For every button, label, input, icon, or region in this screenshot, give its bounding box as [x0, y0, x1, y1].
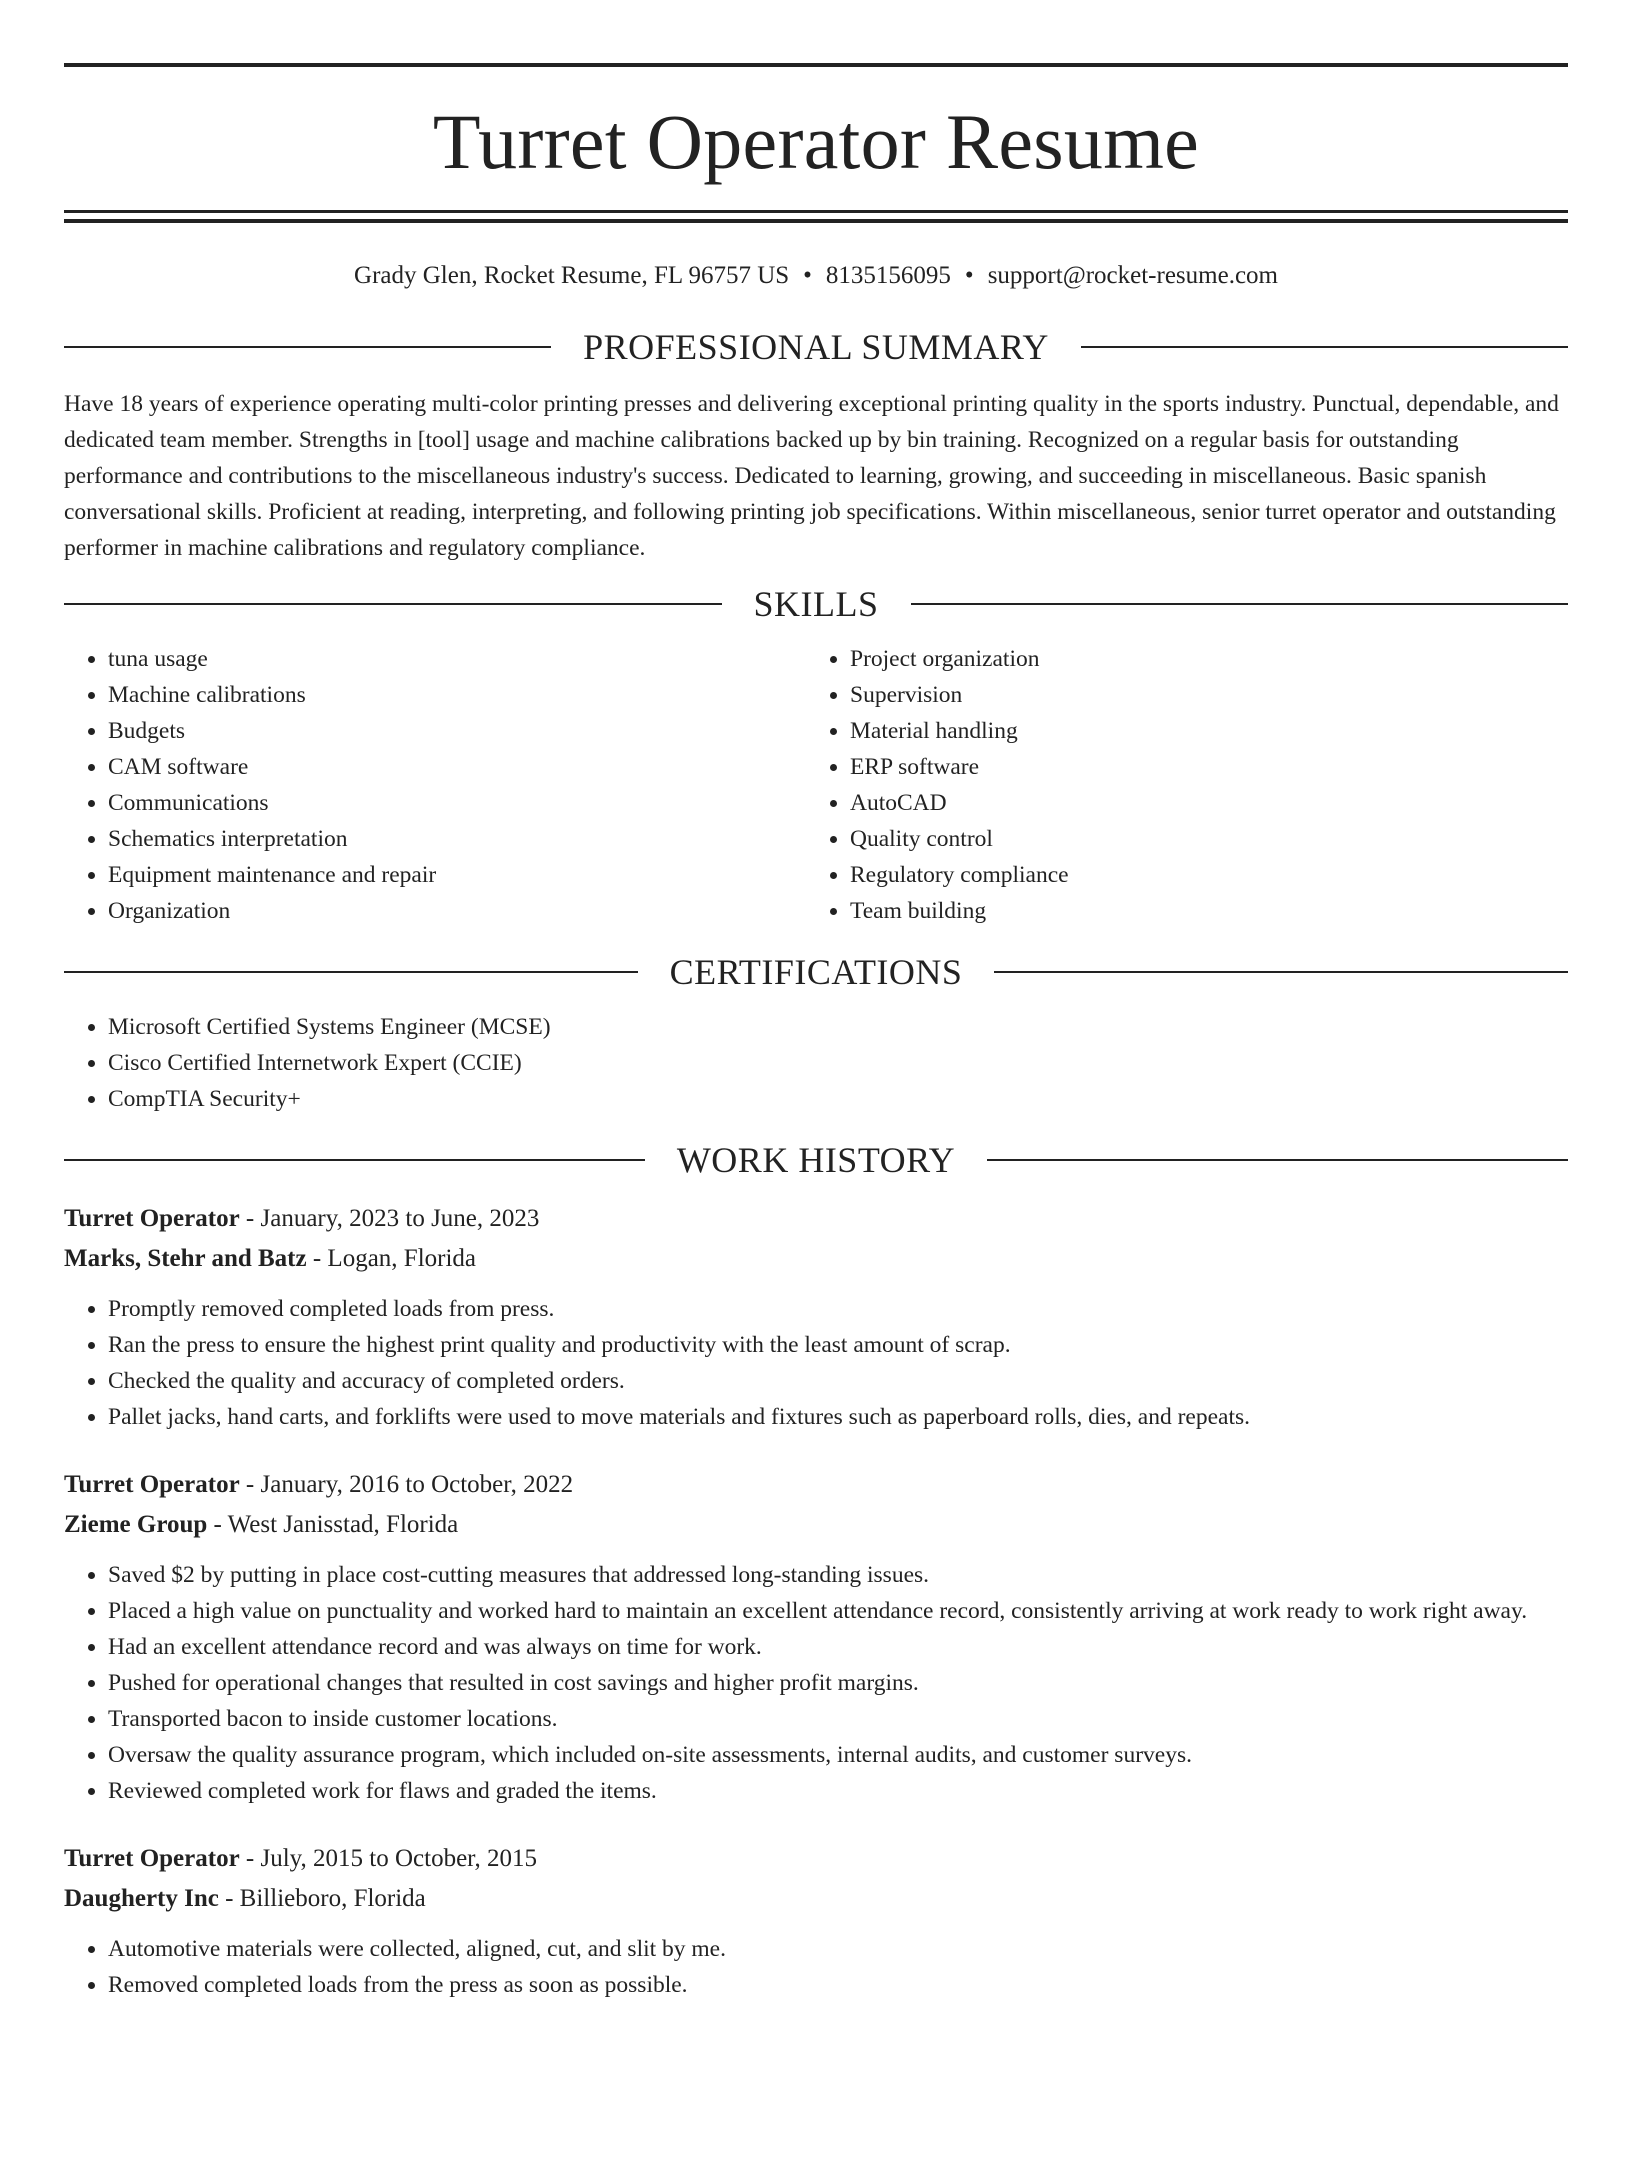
job-dates: - July, 2015 to October, 2015: [239, 1845, 538, 1872]
job-bullets: [64, 1931, 1568, 2003]
section-title: SKILLS: [753, 584, 879, 624]
heading-rule-right: [1081, 346, 1568, 348]
skill-item: • Regulatory compliance: [850, 857, 1548, 893]
job-company-line: [64, 1505, 1568, 1545]
heading-rule-left: [64, 971, 638, 973]
certification-item: • Cisco Certified Internetwork Expert (CCIE): [108, 1045, 1568, 1081]
job-bullet: • Promptly removed completed loads from press.: [108, 1291, 1568, 1327]
job-title-line: [64, 1839, 1568, 1879]
certifications-list: [64, 1009, 1568, 1117]
skill-item: • CAM software: [108, 749, 806, 785]
contact-line: [64, 259, 1568, 293]
contact-email[interactable]: support@rocket-resume.com: [987, 262, 1278, 289]
skill-item: • Organization: [108, 893, 806, 929]
job-company: Daugherty Inc: [64, 1885, 219, 1912]
job-bullet: • Ran the press to ensure the highest print quality and productivity with the least amount of scrap.: [108, 1327, 1568, 1363]
job-title: Turret Operator: [64, 1471, 240, 1498]
job-bullet: • Automotive materials were collected, aligned, cut, and slit by me.: [108, 1931, 1568, 1967]
section-heading-skills: [64, 583, 1568, 625]
skill-item: • Quality control: [850, 821, 1548, 857]
heading-rule-right: [987, 1159, 1568, 1161]
job-location: - Logan, Florida: [306, 1245, 477, 1272]
job-entry: [64, 1465, 1568, 1809]
job-location: - West Janisstad, Florida: [207, 1511, 459, 1538]
contact-separator: •: [803, 262, 812, 289]
skill-item: • AutoCAD: [850, 785, 1548, 821]
job-bullet: • Removed completed loads from the press as soon as possible.: [108, 1967, 1568, 2003]
skill-item: • Team building: [850, 893, 1548, 929]
heading-rule-left: [64, 1159, 645, 1161]
skills-list: [806, 641, 1548, 929]
job-company: Zieme Group: [64, 1511, 208, 1538]
job-bullet: • Pushed for operational changes that resulted in cost savings and higher profit margins.: [108, 1665, 1568, 1701]
job-title-line: [64, 1465, 1568, 1505]
resume-title: Turret Operator Resume: [432, 98, 1200, 185]
job-bullet: • Transported bacon to inside customer locations.: [108, 1701, 1568, 1737]
job-entry: [64, 1839, 1568, 2003]
job-company-line: [64, 1239, 1568, 1279]
resume-page: [64, 63, 1568, 2003]
summary-text: Have 18 years of experience operating multi-color printing presses and delivering exceptional printing quality in the sports industry. Punctual, dependable, and dedicated team member. Strengths in [tool] usage and machine calibrations backed up by bin training. Recognized on a regular basis for outstanding performance and contributions to the miscellaneous industry's success. Dedicated to learning, growing, and succeeding in miscellaneous. Basic spanish conversational skills. Proficient at reading, interpreting, and following printing job specifications. Within miscellaneous, senior turret operator and outstanding performer in machine calibrations and regulatory compliance.: [64, 391, 1559, 561]
skill-item: • Schematics interpretation: [108, 821, 806, 857]
skills-list: [64, 641, 806, 929]
skill-item: • Equipment maintenance and repair: [108, 857, 806, 893]
heading-rule-right: [994, 971, 1568, 973]
contact-address: Grady Glen, Rocket Resume, FL 96757 US: [354, 262, 790, 289]
section-heading-summary: [64, 326, 1568, 368]
job-title: Turret Operator: [64, 1845, 240, 1872]
skills-column-left: [64, 641, 806, 929]
job-bullet: • Pallet jacks, hand carts, and forklifts were used to move materials and fixtures such as paperboard rolls, dies, and repeats.: [108, 1399, 1568, 1435]
job-dates: - January, 2023 to June, 2023: [239, 1205, 540, 1232]
job-bullet: • Checked the quality and accuracy of completed orders.: [108, 1363, 1568, 1399]
job-bullet: • Placed a high value on punctuality and worked hard to maintain an excellent attendance record, consistently arriving at work ready to work right away.: [108, 1593, 1568, 1629]
skill-item: • tuna usage: [108, 641, 806, 677]
skill-item: • Material handling: [850, 713, 1548, 749]
section-heading-certifications: [64, 951, 1568, 993]
skill-item: • Project organization: [850, 641, 1548, 677]
job-entry: [64, 1199, 1568, 1435]
job-company-line: [64, 1879, 1568, 1919]
job-location: - Billieboro, Florida: [218, 1885, 426, 1912]
job-bullet: • Saved $2 by putting in place cost-cutting measures that addressed long-standing issues.: [108, 1557, 1568, 1593]
job-bullet: • Had an excellent attendance record and was always on time for work.: [108, 1629, 1568, 1665]
skill-item: • ERP software: [850, 749, 1548, 785]
job-bullet: • Oversaw the quality assurance program, which included on-site assessments, internal audits, and customer surveys.: [108, 1737, 1568, 1773]
skills-grid: [64, 641, 1568, 929]
skill-item: • Communications: [108, 785, 806, 821]
contact-separator: •: [964, 262, 974, 289]
section-title: WORK HISTORY: [676, 1140, 956, 1180]
job-company: Marks, Stehr and Batz: [64, 1245, 307, 1272]
skill-item: • Machine calibrations: [108, 677, 806, 713]
contact-phone[interactable]: 8135156095: [825, 262, 951, 289]
heading-rule-right: [911, 603, 1569, 605]
header-double-rule: [64, 210, 1568, 223]
skills-column-right: [806, 641, 1548, 929]
certification-item: • Microsoft Certified Systems Engineer (MCSE): [108, 1009, 1568, 1045]
section-title: PROFESSIONAL SUMMARY: [583, 327, 1049, 367]
job-title: Turret Operator: [64, 1205, 240, 1232]
heading-rule-left: [64, 346, 551, 348]
job-bullet: • Reviewed completed work for flaws and graded the items.: [108, 1773, 1568, 1809]
job-bullets: [64, 1291, 1568, 1435]
section-title: CERTIFICATIONS: [669, 952, 963, 992]
heading-rule-left: [64, 603, 722, 605]
certification-item: • CompTIA Security+: [108, 1081, 1568, 1117]
job-title-line: [64, 1199, 1568, 1239]
skill-item: • Budgets: [108, 713, 806, 749]
skill-item: • Supervision: [850, 677, 1548, 713]
section-heading-work-history: [64, 1139, 1568, 1181]
job-dates: - January, 2016 to October, 2022: [239, 1471, 574, 1498]
job-bullets: [64, 1557, 1568, 1809]
